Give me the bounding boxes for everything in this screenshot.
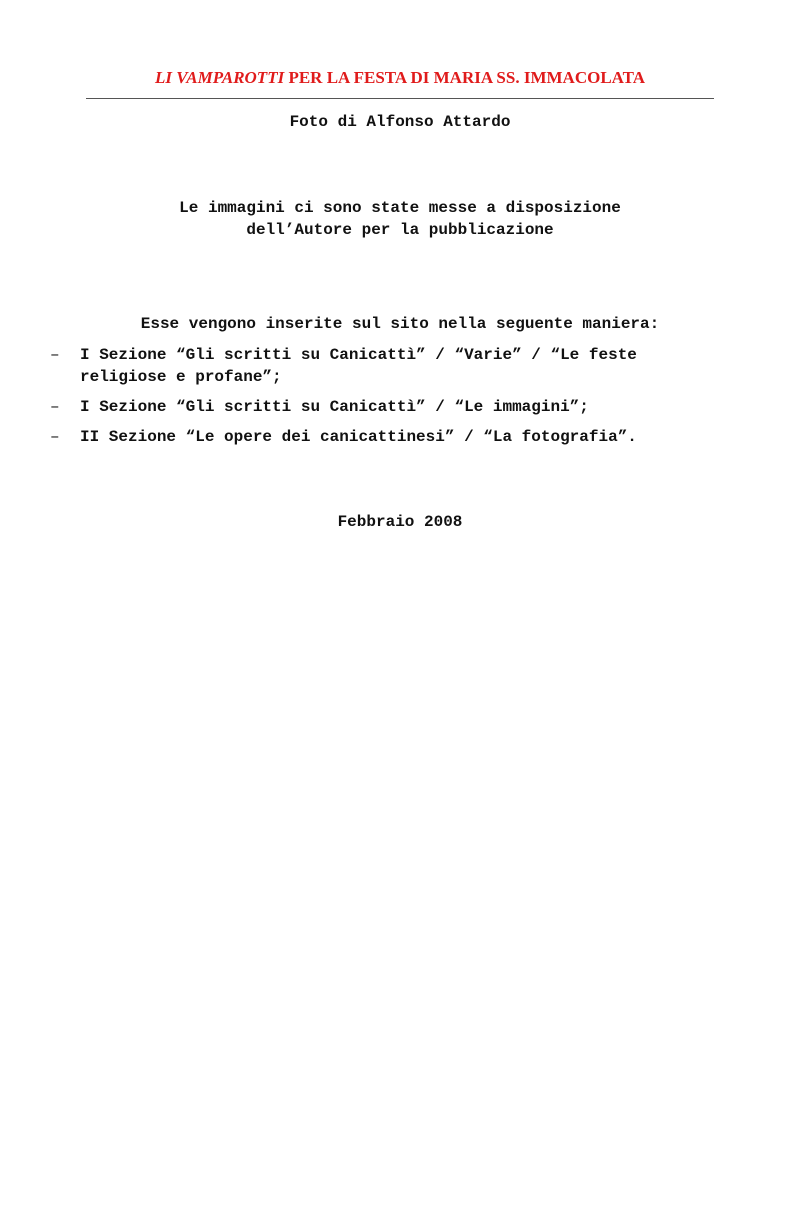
list-bullet: – (50, 346, 60, 364)
list-item (0, 426, 800, 448)
placement-list (0, 344, 800, 456)
list-bullet: – (50, 428, 60, 446)
document-date: Febbraio 2008 (337, 513, 463, 531)
title-divider (86, 98, 714, 99)
note-line-1: Le immagini ci sono state messe a disposizione (179, 199, 621, 217)
title-italic-part: LI VAMPAROTTI (154, 68, 285, 87)
note-line-2: dell’Autore per la pubblicazione (246, 221, 554, 239)
list-item (0, 396, 800, 418)
intro-text: Esse vengono inserite sul sito nella seguente maniera: (140, 315, 660, 333)
document-title (0, 68, 800, 88)
list-item (0, 344, 800, 388)
list-bullet: – (50, 398, 60, 416)
title-rest-part: PER LA FESTA DI MARIA SS. IMMACOLATA (284, 68, 646, 87)
list-item-text: I Sezione “Gli scritti su Canicattì” / “Le immagini”; (80, 398, 589, 416)
list-item-text: II Sezione “Le opere dei canicattinesi” / “La fotografia”. (80, 428, 637, 446)
list-item-text: I Sezione “Gli scritti su Canicattì” / “Varie” / “Le feste religiose e profane”; (80, 346, 637, 386)
photo-credit: Foto di Alfonso Attardo (289, 113, 511, 131)
